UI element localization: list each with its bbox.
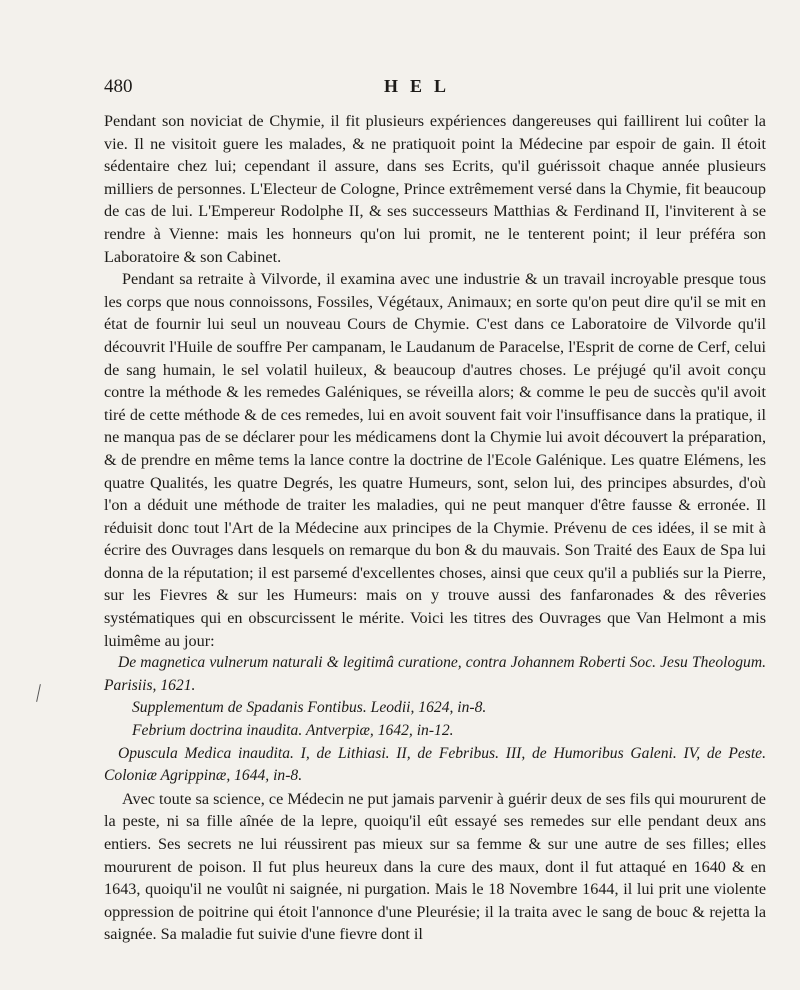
work-entry: Supplementum de Spadanis Fontibus. Leodii, 1624, in-8. bbox=[132, 699, 487, 717]
body-text bbox=[104, 110, 766, 946]
margin-mark bbox=[36, 684, 41, 702]
paragraph: Pendant son noviciat de Chymie, il fit plusieurs expériences dangereuses qui faillirent lui coûter la vie. Il ne visitoit guere les malades, & ne pratiquoit point la Médecine par espoir de gain. Il étoit sédentaire chez lui; cependant il assure, dans ses Ecrits, qu'il guérissoit chaque année plusieurs milliers de personnes. L'Electeur de Cologne, Prince extrêmement versé dans la Chymie, fit beaucoup de cas de lui. L'Empereur Rodolphe II, & ses successeurs Matthias & Ferdinand II, l'inviterent à se rendre à Vienne: mais les honneurs qu'on lui promit, ne le tenterent point; il leur préféra son Laboratoire & son Cabinet. bbox=[104, 112, 766, 266]
page-header bbox=[104, 76, 766, 110]
works-list bbox=[104, 652, 766, 788]
paragraph: Avec toute sa science, ce Médecin ne put jamais parvenir à guérir deux de ses fils qui moururent de la peste, ni sa fille aînée de la lepre, quoiqu'il eût essayé ses remedes sur elle pendant deux ans entiers. Ses secrets ne lui réussirent pas mieux sur sa femme & sur une autre de ses filles; elles moururent de poison. Il fut plus heureux dans la cure des maux, dont il fut attaqué en 1640 & en 1643, quoiqu'il ne voulût ni saignée, ni purgation. Mais le 18 Novembre 1644, il lui prit une violente oppression de poitrine qui étoit l'annonce d'une Pleurésie; il la traita avec le sang de bouc & rejetta la saignée. Sa maladie fut suivie d'une fievre dont il bbox=[104, 789, 766, 944]
work-entry: Febrium doctrina inaudita. Antverpiæ, 1642, in-12. bbox=[132, 722, 454, 740]
running-head: HEL bbox=[384, 76, 459, 96]
work-entry: De magnetica vulnerum naturali & legitimâ curatione, contra Johannem Roberti Soc. Jesu Theologum. Parisiis, 1621. bbox=[104, 654, 766, 694]
paragraph: Pendant sa retraite à Vilvorde, il examina avec une industrie & un travail incroyable presque tous les corps que nous connoissons, Fossiles, Végétaux, Animaux; en sorte qu'on peut dire qu'il se mit en état de fournir lui seul un nouveau Cours de Chymie. C'est dans ce Laboratoire de Vilvorde qu'il découvrit l'Huile de souffre Per campanam, le Laudanum de Paracelse, l'Esprit de corne de Cerf, celui de sang humain, le sel volatil huileux, & beaucoup d'autres choses. Le préjugé qu'il avoit conçu contre la méthode & les remedes Galéniques, se réveilla alors; & comme le peu de succès qu'il avoit tiré de cette méthode & de ces remedes, lui en avoit souvent fait voir l'insuffisance dans la pratique, il ne manqua pas de se déclarer pour les médicamens dont la Chymie lui avoit découvert la préparation, & de prendre en même tems la lance contre la doctrine de l'Ecole Galénique. Les quatre Elémens, les quatre Qualités, les quatre Degrés, les quatre Humeurs, sont, selon lui, des principes absurdes, d'où l'on a déduit une méthode de traiter les maladies, qui ne peut manquer d'être fausse & erronée. Il réduisit donc tout l'Art de la Médecine aux principes de la Chymie. Prévenu de ces idées, il se mit à écrire des Ouvrages dans lesquels on remarque du bon & du mauvais. Son Traité des Eaux de Spa lui donna de la réputation; il est parsemé d'excellentes choses, ainsi que ceux qu'il a publiés sur la Pierre, sur les Fievres & sur les Humeurs: mais on y trouve aussi des fanfaronades & des rêveries systématiques qui en obscurcissent le mérite. Voici les titres des Ouvrages que Van Helmont a mis luimême au jour: bbox=[104, 270, 766, 650]
work-entry: Opuscula Medica inaudita. I, de Lithiasi. II, de Febribus. III, de Humoribus Galeni. IV, de Peste. Coloniæ Agrippinæ, 1644, in-8. bbox=[104, 744, 766, 785]
page-number: 480 bbox=[104, 76, 133, 97]
